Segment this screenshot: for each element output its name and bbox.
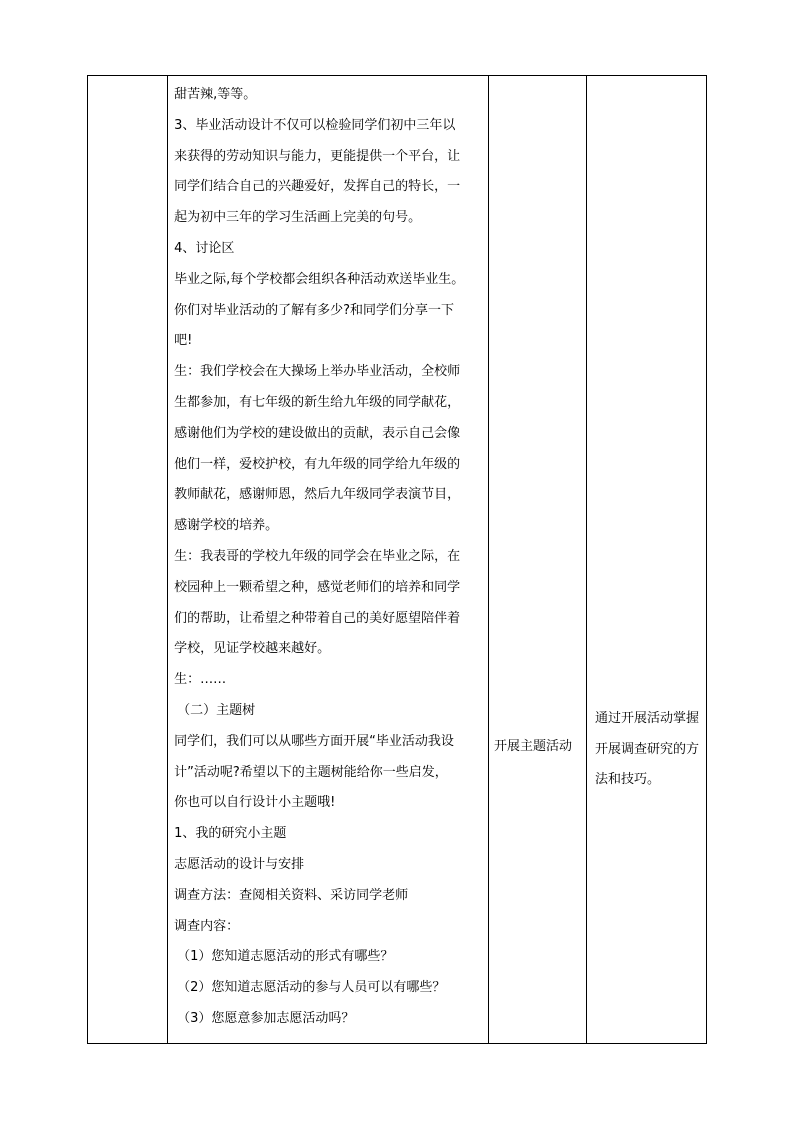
content-line: 甜苦辣,等等。 <box>174 87 257 102</box>
stage-cell <box>88 76 168 1044</box>
content-line: 生：我表哥的学校九年级的同学会在毕业之际，在 <box>174 548 461 564</box>
content-line: 1、我的研究小主题 <box>174 826 287 842</box>
content-line: 同学们结合自己的兴趣爱好，发挥自己的特长，一 <box>174 179 461 195</box>
content-line: 志愿活动的设计与安排 <box>174 856 305 872</box>
content-line: 计”活动呢?希望以下的主题树能给你一些启发， <box>174 764 448 780</box>
student-activity-cell <box>488 76 586 1044</box>
question-line: （1）您知道志愿活动的形式有哪些？ <box>177 949 394 965</box>
content-line: 他们一样，爱校护校，有九年级的同学给九年级的 <box>174 456 461 472</box>
content-line: 感谢学校的培养。 <box>174 518 279 534</box>
content-line: 4、讨论区 <box>174 240 235 256</box>
lesson-plan-table <box>87 75 707 1044</box>
content-line: 调查内容： <box>174 918 240 934</box>
question-line: （2）您知道志愿活动的参与人员可以有哪些？ <box>177 980 446 996</box>
content-line: 3、毕业活动设计不仅可以检验同学们初中三年以 <box>174 117 456 133</box>
content-line: 生：…… <box>174 672 227 688</box>
content-line: 生：我们学校会在大操场上举办毕业活动，全校师 <box>174 364 461 380</box>
content-line: 感谢他们为学校的建设做出的贡献，表示自己会像 <box>174 425 461 441</box>
design-intent-text: 通过开展活动掌握开展调查研究的方法和技巧。 <box>595 711 700 787</box>
content-line: 吧! <box>174 333 193 349</box>
content-line: 教师献花，感谢师恩，然后九年级同学表演节目， <box>174 487 461 503</box>
question-line: （3）您愿意参加志愿活动吗？ <box>177 1010 355 1026</box>
content-line: 来获得的劳动知识与能力，更能提供一个平台，让 <box>174 148 461 164</box>
content-line: 生都参加，有七年级的新生给九年级的同学献花， <box>174 394 461 410</box>
design-intent-cell <box>586 76 706 1044</box>
teaching-content-cell <box>168 76 489 1044</box>
student-activity-text: 开展主题活动 <box>494 739 573 754</box>
teaching-content <box>168 76 488 1035</box>
content-line: 同学们，我们可以从哪些方面开展“毕业活动我设 <box>174 733 454 749</box>
content-line: 你也可以自行设计小主题哦! <box>174 795 336 811</box>
content-line: 调查方法：查阅相关资料、采访同学老师 <box>174 887 409 903</box>
content-line: 你们对毕业活动的了解有多少?和同学们分享一下 <box>174 302 455 318</box>
table-row <box>88 76 707 1044</box>
content-line: 们的帮助，让希望之种带着自己的美好愿望陪伴着 <box>174 610 461 626</box>
section-heading: （二）主题树 <box>177 702 256 718</box>
content-line: 毕业之际,每个学校都会组织各种活动欢送毕业生。 <box>174 271 465 287</box>
content-line: 起为初中三年的学习生活画上完美的句号。 <box>174 210 422 226</box>
content-line: 校园种上一颗希望之种，感觉老师们的培养和同学 <box>174 579 461 595</box>
content-line: 学校，见证学校越来越好。 <box>174 641 331 657</box>
